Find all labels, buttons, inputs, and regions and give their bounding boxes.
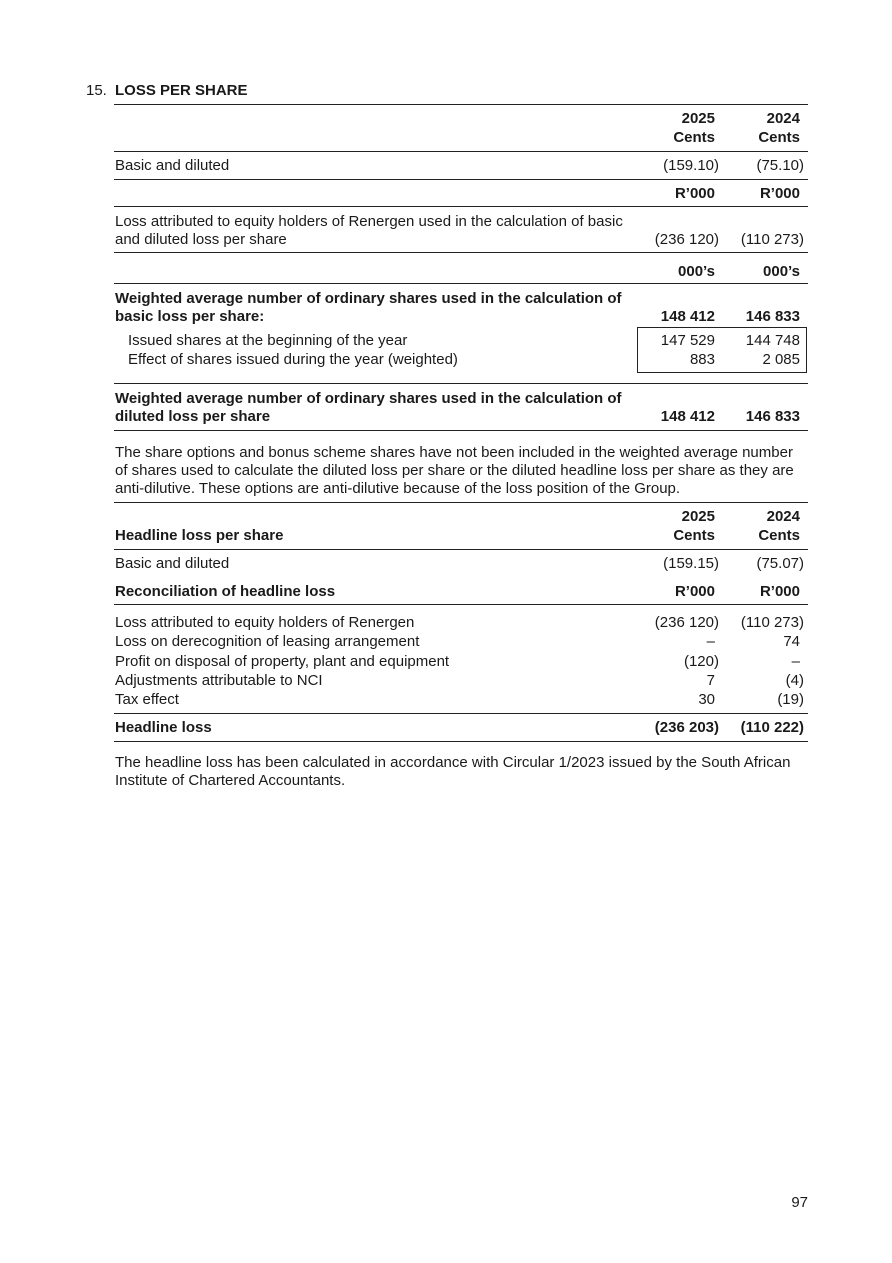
table-row-2024: 74 <box>783 633 800 650</box>
note-paragraph-line-3: anti-dilutive. These options are anti-dilutive because of the loss position of the Group. <box>115 480 681 497</box>
table-rule <box>114 713 808 714</box>
headline-basic-diluted-2024: (75.07) <box>756 555 804 572</box>
weighted-basic-2025: 148 412 <box>660 308 715 325</box>
weighted-diluted-label-2: diluted loss per share <box>115 408 271 425</box>
table-row-2025: 7 <box>706 672 715 689</box>
headline-column-unit-2025: Cents <box>673 527 715 544</box>
table-rule <box>114 283 808 284</box>
weighted-basic-2024: 146 833 <box>745 308 800 325</box>
loss-attributed-2025: (236 120) <box>654 231 719 248</box>
loss-attributed-label-1: Loss attributed to equity holders of Renergen used in the calculation of basic <box>115 213 623 230</box>
effect-shares-2025: 883 <box>689 351 715 368</box>
effect-shares-2024: 2 085 <box>762 351 800 368</box>
column-unit-2024: Cents <box>758 129 800 146</box>
section-number: 15. <box>86 82 107 99</box>
headline-loss-2024: (110 222) <box>740 719 804 736</box>
reconciliation-label: Reconciliation of headline loss <box>115 583 336 600</box>
page-number: 97 <box>791 1194 808 1211</box>
footer-paragraph-line-2: Institute of Chartered Accountants. <box>115 772 346 789</box>
table-rule <box>114 549 808 550</box>
table-row-2025: 30 <box>698 691 715 708</box>
shares-unit-2025: 000’s <box>678 263 715 280</box>
table-row-label: Loss on derecognition of leasing arrangement <box>115 633 420 650</box>
table-row-2025: (236 120) <box>654 614 719 631</box>
note-paragraph-line-2: of shares used to calculate the diluted loss per share or the diluted headline loss per share as they are <box>115 462 794 479</box>
table-row-2024: (4) <box>785 672 804 689</box>
headline-basic-diluted-label: Basic and diluted <box>115 555 230 572</box>
headline-column-header-2024: 2024 <box>766 508 800 525</box>
headline-loss-2025: (236 203) <box>654 719 719 736</box>
table-rule <box>114 206 808 207</box>
reconciliation-unit-2024: R’000 <box>759 583 800 600</box>
issued-shares-2025: 147 529 <box>660 332 715 349</box>
table-row-2024: – <box>791 653 800 670</box>
effect-shares-label: Effect of shares issued during the year (weighted) <box>128 351 458 368</box>
weighted-diluted-2025: 148 412 <box>660 408 715 425</box>
table-row-2025: – <box>706 633 715 650</box>
table-rule-bottom <box>114 741 808 742</box>
weighted-basic-label-1: Weighted average number of ordinary shares used in the calculation of <box>115 290 622 307</box>
table-rule <box>114 430 808 431</box>
table-row-label: Adjustments attributable to NCI <box>115 672 323 689</box>
headline-column-unit-2024: Cents <box>758 527 800 544</box>
table-row-2025: (120) <box>683 653 719 670</box>
footer-paragraph-line-1: The headline loss has been calculated in accordance with Circular 1/2023 issued by the South African <box>115 754 791 771</box>
table-row-label: Loss attributed to equity holders of Renergen <box>115 614 415 631</box>
issued-shares-2024: 144 748 <box>745 332 800 349</box>
table-rule <box>114 383 808 384</box>
loss-attributed-2024: (110 273) <box>740 231 804 248</box>
table-rule <box>114 179 808 180</box>
column-header-2024: 2024 <box>766 110 800 127</box>
section-title: LOSS PER SHARE <box>115 82 248 99</box>
unit-row-2024: R’000 <box>759 185 800 202</box>
headline-loss-label: Headline loss <box>115 719 212 736</box>
table-rule <box>114 151 808 152</box>
reconciliation-unit-2025: R’000 <box>674 583 715 600</box>
note-paragraph-line-1: The share options and bonus scheme shares have not been included in the weighted average number <box>115 444 793 461</box>
table-row-label: Profit on disposal of property, plant and equipment <box>115 653 450 670</box>
table-row-2024: (19) <box>777 691 804 708</box>
table-rule-top <box>114 104 808 105</box>
weighted-basic-label-2: basic loss per share: <box>115 308 265 325</box>
headline-column-header-2025: 2025 <box>681 508 715 525</box>
issued-shares-label: Issued shares at the beginning of the year <box>128 332 408 349</box>
headline-table-title: Headline loss per share <box>115 527 284 544</box>
table-rule <box>114 604 808 605</box>
basic-diluted-2025: (159.10) <box>663 157 719 174</box>
table-row-label: Tax effect <box>115 691 179 708</box>
column-header-2025: 2025 <box>681 110 715 127</box>
shares-unit-2024: 000’s <box>763 263 800 280</box>
table-row-2024: (110 273) <box>740 614 804 631</box>
headline-basic-diluted-2025: (159.15) <box>663 555 719 572</box>
unit-row-2025: R’000 <box>674 185 715 202</box>
loss-attributed-label-2: and diluted loss per share <box>115 231 287 248</box>
weighted-diluted-label-1: Weighted average number of ordinary shares used in the calculation of <box>115 390 622 407</box>
column-unit-2025: Cents <box>673 129 715 146</box>
weighted-diluted-2024: 146 833 <box>745 408 800 425</box>
table-rule <box>114 252 808 253</box>
table-rule-top <box>114 502 808 503</box>
basic-diluted-2024: (75.10) <box>756 157 804 174</box>
basic-diluted-label: Basic and diluted <box>115 157 230 174</box>
